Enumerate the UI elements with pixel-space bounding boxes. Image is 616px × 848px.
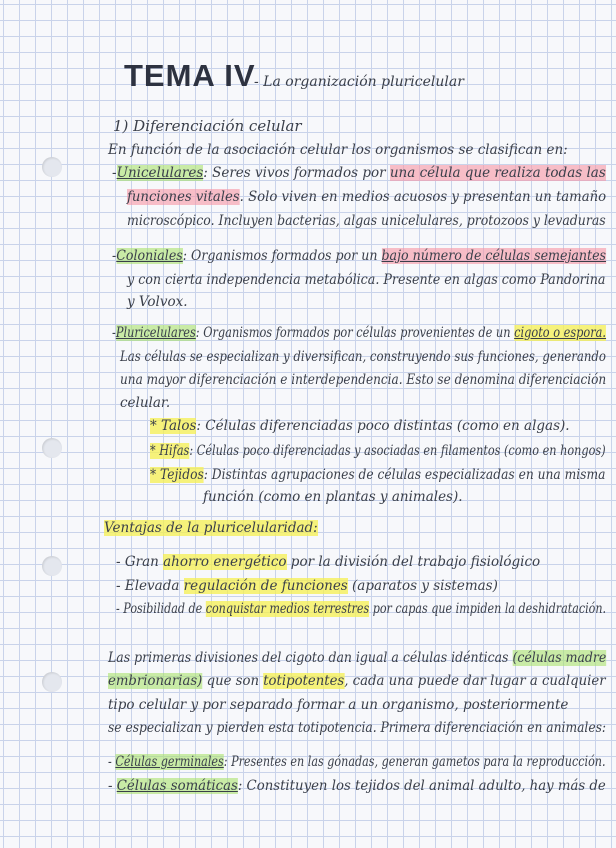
text: que son — [202, 673, 264, 689]
highlight-pink: una célula que realiza todas las — [389, 165, 606, 181]
cigoto-line-2 — [108, 671, 606, 691]
binder-hole — [42, 438, 62, 458]
ventaja-1 — [116, 552, 540, 572]
text: (aparatos y sistemas) — [347, 578, 498, 594]
term-somaticas: Células somáticas — [116, 778, 238, 794]
pluricelulares-line-1: -Pluricelulares: Organismos formados por células provenientes de un cigoto o espora. — [112, 325, 607, 341]
highlight-yellow: regulación de funciones — [183, 578, 348, 594]
section-heading-text: 1) Diferenciación celular — [113, 117, 302, 135]
term-unicelulares: Unicelulares — [116, 165, 204, 181]
text: , cada una puede dar lugar a cualquier — [344, 673, 606, 689]
text: - Gran — [116, 554, 164, 570]
text: por la división del trabajo fisiológico — [286, 554, 541, 570]
term-pluricelulares: Pluricelulares — [115, 325, 196, 341]
text: : Presentes en las gónadas, generan gametos para la reproducción. — [223, 754, 606, 770]
text: : Seres vivos formados por — [203, 165, 390, 181]
intro-line: En función de la asociación celular los organismos se clasifican en: — [108, 142, 568, 158]
binder-hole — [42, 672, 62, 692]
somaticas-line — [108, 776, 606, 796]
term-hifas: * Hifas — [150, 443, 190, 459]
highlight-pink: funciones vitales — [127, 189, 240, 205]
talos-line — [150, 416, 570, 436]
binder-hole — [42, 157, 62, 177]
section-heading — [113, 116, 302, 136]
text: Las primeras divisiones del cigoto dan igual a células idénticas — [108, 650, 513, 666]
germinales-line — [108, 752, 606, 772]
pluricelulares-line-4: celular. — [120, 395, 171, 411]
tejidos-line-2: función (como en plantas y animales). — [203, 489, 463, 505]
text: : Células diferenciadas poco distintas (como en algas). — [196, 418, 570, 434]
highlight-pink: bajo número de células semejantes — [381, 248, 607, 264]
page-subtitle: - La organización pluricelular — [254, 74, 464, 90]
text: - — [108, 754, 116, 770]
coloniales-line-1: -Coloniales: Organismos formados por un bajo número de células semejantes — [112, 248, 607, 264]
highlight-yellow: conquistar medios terrestres — [205, 601, 370, 617]
hifas-line — [150, 441, 606, 461]
ventajas-heading — [104, 518, 318, 538]
coloniales-line-3: y Volvox. — [127, 294, 188, 310]
term-tejidos: * Tejidos — [150, 467, 204, 483]
text: : Distintas agrupaciones de células especializadas en una misma — [203, 467, 606, 483]
text: : Organismos formados por un — [182, 248, 382, 264]
binder-hole — [42, 556, 62, 576]
ventajas-heading-text: Ventajas de la pluricelularidad: — [104, 520, 318, 536]
unicelulares-line-1: -Unicelulares: Seres vivos formados por una célula que realiza todas las — [112, 165, 606, 181]
term-coloniales: Coloniales — [116, 248, 183, 264]
unicelulares-line-3: microscópico. Incluyen bacterias, algas unicelulares, protozoos y levaduras — [127, 213, 606, 229]
text: por capas que impiden la deshidratación. — [369, 601, 607, 617]
highlight-yellow: totipotentes — [263, 673, 345, 689]
term-talos: * Talos — [150, 418, 197, 434]
highlight-yellow: ahorro energético — [163, 554, 287, 570]
page-title: TEMA IV — [124, 58, 256, 93]
ventaja-2 — [116, 576, 498, 596]
text: - Elevada — [116, 578, 184, 594]
tejidos-line-1 — [150, 465, 605, 485]
text: : Constituyen los tejidos del animal adulto, hay más de — [237, 778, 606, 794]
ventaja-3 — [116, 599, 606, 619]
cigoto-line-3: tipo celular y por separado formar a un organismo, posteriormente — [108, 697, 569, 713]
text: - — [108, 778, 117, 794]
highlight-green: embrionarias) — [108, 673, 203, 689]
pluricelulares-line-3: una mayor diferenciación e interdependencia. Esto se denomina diferenciación — [120, 372, 607, 388]
text: : Organismos formados por células provenientes de un — [195, 325, 515, 341]
unicelulares-line-2 — [127, 187, 606, 207]
text: - Posibilidad de — [116, 601, 206, 617]
highlight-green: (células madre — [512, 650, 607, 666]
highlight-yellow: cigoto o espora. — [514, 325, 607, 341]
term-germinales: Células germinales — [115, 754, 224, 770]
text: . Solo viven en medios acuosos y presentan un tamaño — [239, 189, 607, 205]
coloniales-line-2: y con cierta independencia metabólica. Presente en algas como Pandorina — [127, 272, 606, 288]
cigoto-line-4: se especializan y pierden esta totipotencia. Primera diferenciación en animales: — [108, 720, 607, 736]
pluricelulares-line-2: Las células se especializan y diversifican, construyendo sus funciones, generando — [120, 349, 606, 365]
text: : Células poco diferenciadas y asociadas en filamentos (como en hongos) — [189, 443, 606, 459]
cigoto-line-1 — [108, 648, 606, 668]
